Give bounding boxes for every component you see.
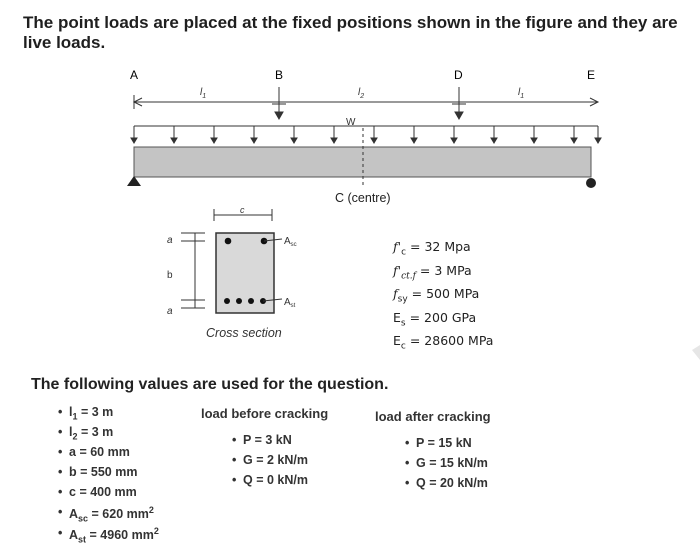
udl-arrow-head [171, 138, 177, 143]
parameter-list [69, 405, 159, 546]
question-text: The point loads are placed at the fixed positions shown in the figure and they are live loads. [23, 13, 678, 52]
udl-arrow-head [131, 138, 137, 143]
before-cracking-list [243, 433, 308, 493]
param-c: • c = 400 mm [69, 485, 159, 505]
support-label-d: D [454, 68, 463, 82]
support-label-b: B [275, 68, 284, 82]
before-cracking-title: load before cracking [201, 406, 329, 421]
roller-support-icon [586, 178, 596, 188]
param-asc: • $A_{sc} = 620$ $mm^2$ [69, 505, 159, 526]
point-load-label: W [346, 117, 356, 128]
property-ec: $E_c = 28600$ MPa [393, 333, 494, 352]
cross-section-caption: Cross section [206, 326, 282, 340]
section-width-label: c [240, 205, 245, 215]
tension-bar [236, 298, 242, 304]
property-fc: $f'_c = 32$ Mpa [393, 239, 471, 258]
after-cracking-list [416, 436, 488, 496]
udl-arrow-head [291, 138, 297, 143]
before-p: • P = 3 kN [243, 433, 308, 453]
values-heading: The following values are used for the question. [31, 376, 389, 393]
cross-section [167, 205, 297, 340]
tension-bar [248, 298, 254, 304]
udl-arrow-head [595, 138, 601, 143]
depth-label: b [167, 270, 173, 281]
param-a: • a = 60 mm [69, 445, 159, 465]
udl-arrow-head [411, 138, 417, 143]
page-edge-mark [692, 345, 700, 360]
span-label-3: $l_1$ [518, 87, 525, 100]
cover-label-bottom: a [167, 306, 173, 317]
distributed-load-arrows [131, 126, 601, 143]
compression-bar [225, 238, 232, 245]
before-g: • G = 2 kN/m [243, 453, 308, 473]
centre-label: C (centre) [335, 191, 391, 205]
span-label-2: $l_2$ [358, 87, 365, 100]
udl-arrow-head [531, 138, 537, 143]
property-es: $E_s = 200$ GPa [393, 309, 477, 328]
asc-label: $A_{sc}$ [284, 236, 297, 248]
support-label-a: A [130, 68, 139, 82]
param-l1: • $l_1 = 3$ m [69, 405, 159, 425]
param-b: • b = 550 mm [69, 465, 159, 485]
property-fsy: $f_{sy} = 500$ MPa [393, 286, 480, 305]
support-label-e: E [587, 68, 596, 82]
point-load-d [452, 87, 466, 119]
before-q: • Q = 0 kN/m [243, 473, 308, 493]
property-fctf: $f'_{ct.f} = 3$ MPa [393, 262, 472, 281]
tension-bar [224, 298, 230, 304]
udl-arrow-head [451, 138, 457, 143]
after-p: • P = 15 kN [416, 436, 488, 456]
ast-label: $A_{st}$ [284, 297, 296, 309]
after-g: • G = 15 kN/m [416, 456, 488, 476]
udl-arrow-head [211, 138, 217, 143]
udl-arrow-head [331, 138, 337, 143]
after-cracking-title: load after cracking [375, 409, 491, 424]
udl-arrow-head [251, 138, 257, 143]
point-load-b [272, 87, 286, 119]
udl-arrow-head [491, 138, 497, 143]
material-properties [393, 238, 493, 356]
span-label-1: $l_1$ [200, 87, 207, 100]
udl-arrow-head [371, 138, 377, 143]
cover-label-top: a [167, 235, 173, 246]
param-l2: • $l_2 = 3$ m [69, 425, 159, 445]
param-ast: • $A_{st} = 4960$ $mm^2$ [69, 526, 159, 546]
udl-arrow-head [571, 138, 577, 143]
after-q: • Q = 20 kN/m [416, 476, 488, 496]
